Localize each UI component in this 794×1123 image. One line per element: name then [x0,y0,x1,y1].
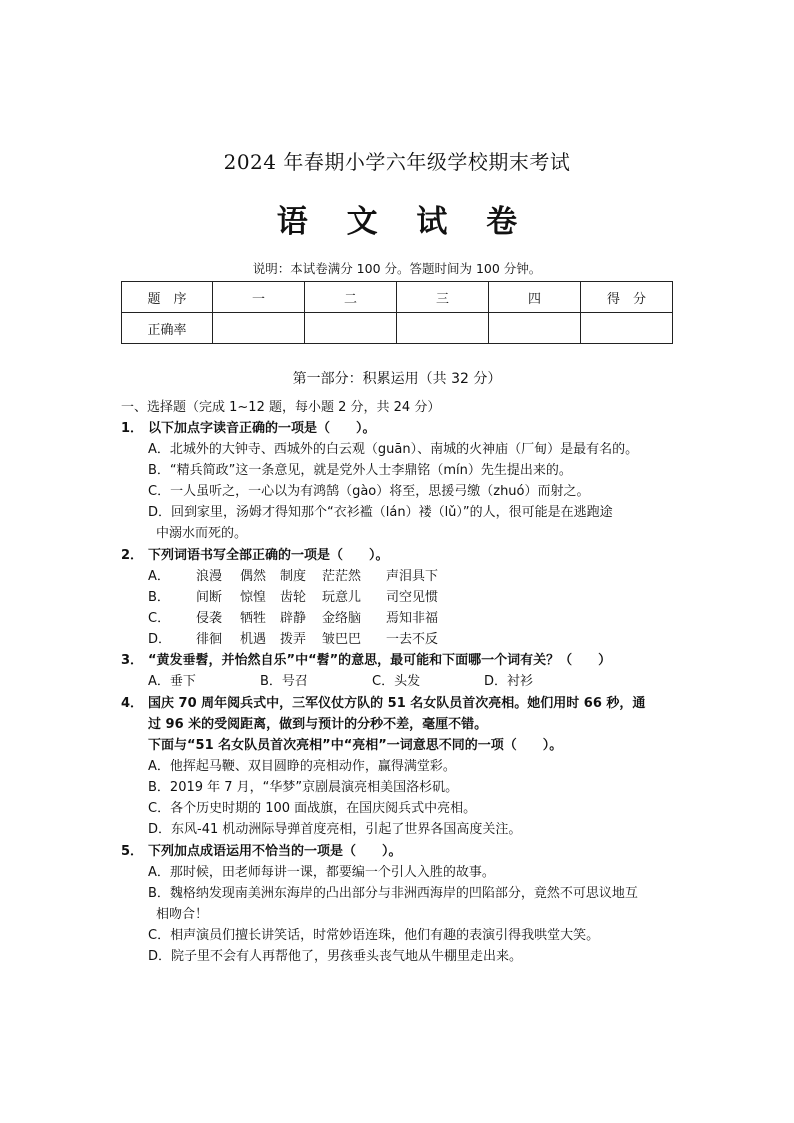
word: 徘徊 [196,632,223,647]
question-1-option-d[interactable]: D．回到家里，汤姆才得知那个“衣衫褴（lán）褛（lǔ）”的人，很可能是在逃跑途 [148,505,613,520]
blank-score-cell[interactable] [397,313,489,344]
question-3-options [148,673,596,691]
question-text: 下列词语书写全部正确的一项是（ ）。 [148,548,389,563]
score-table-answer-row [122,313,673,344]
question-number: 4． [121,696,144,711]
question-1-option-b[interactable]: B．“精兵简政”这一条意见，就是党外人士李鼎铭（mín）先生提出来的。 [148,463,572,478]
blank-score-cell[interactable] [581,313,673,344]
word: 机遇 [240,632,267,647]
question-2-option-d[interactable] [148,631,438,649]
question-5-option-b[interactable]: B．魏格纳发现南美洲东海岸的凸出部分与非洲西海岸的凹陷部分，竟然不可思议地互 [148,886,638,901]
word: 焉知非福 [386,611,439,626]
question-4-stem [121,695,645,713]
question-5-stem [121,843,402,861]
blank-score-cell[interactable] [213,313,305,344]
option-letter: C． [148,611,171,626]
question-1-option-d-continued: 中溺水而死的。 [156,526,248,541]
score-cell-label: 题 序 [122,282,213,313]
subject-title: 语 文 试 卷 [276,204,532,240]
option-letter: D． [148,632,172,647]
word: 制度 [280,569,307,584]
question-2-option-c[interactable] [148,610,438,628]
question-4-sub-stem: 下面与“51 名女队员首次亮相”中“亮相”一词意思不同的一项（ ）。 [148,738,563,753]
question-number: 3． [121,653,144,668]
question-1-stem [121,420,376,438]
word: 茫茫然 [322,569,362,584]
exam-title: 2024 年春期小学六年级学校期末考试 [223,150,571,174]
score-table [121,281,673,344]
blank-score-cell[interactable] [305,313,397,344]
question-4-option-b[interactable]: B．2019 年 7 月，“华梦”京剧晨演亮相美国洛杉矶。 [148,780,459,795]
question-number: 1． [121,421,144,436]
word: 间断 [196,590,223,605]
accuracy-label: 正确率 [122,313,213,344]
question-2-stem [121,547,389,565]
question-1-option-c[interactable]: C．一人虽听之，一心以为有鸿鹄（gào）将至，思援弓缴（zhuó）而射之。 [148,484,590,499]
word: 一去不反 [386,632,439,647]
blank-score-cell[interactable] [489,313,581,344]
word: 皱巴巴 [322,632,362,647]
question-text: “黄发垂髫，并怡然自乐”中“髫”的意思，最可能和下面哪一个词有关？（ ） [148,653,612,668]
score-cell-part-1: 一 [213,282,305,313]
question-5-option-a[interactable]: A．那时候，田老师每讲一课，都要编一个引人入胜的故事。 [148,865,495,880]
score-cell-part-2: 二 [305,282,397,313]
question-3-stem [121,652,611,670]
score-table-header-row [122,282,673,313]
question-3-option-c[interactable]: C．头发 [372,674,421,689]
question-4-option-c[interactable]: C．各个历史时期的 100 面战旗，在国庆阅兵式中亮相。 [148,801,477,816]
word: 惊惶 [240,590,267,605]
word: 拨弄 [280,632,307,647]
question-4-option-a[interactable]: A．他挥起马鞭、双目圆睁的亮相动作，赢得满堂彩。 [148,759,456,774]
question-text: 国庆 70 周年阅兵式中，三军仪仗方队的 51 名女队员首次亮相。她们用时 66 秒，通 [148,696,646,711]
section-heading: 一、选择题（完成 1~12 题，每小题 2 分，共 24 分） [121,400,441,415]
question-5-option-d[interactable]: D．院子里不会有人再帮他了，男孩垂头丧气地从牛棚里走出来。 [148,949,523,964]
word: 侵袭 [196,611,223,626]
part-one-heading: 第一部分：积累运用（共 32 分） [292,371,502,387]
question-4-option-d[interactable]: D．东风-41 机动洲际导弹首度亮相，引起了世界各国高度关注。 [148,822,522,837]
word: 司空见惯 [386,590,439,605]
word: 声泪具下 [386,569,439,584]
word: 金络脑 [322,611,362,626]
question-number: 5． [121,844,144,859]
question-1-option-a[interactable]: A．北城外的大钟寺、西城外的白云观（guān）、南城的火神庙（厂甸）是最有名的。 [148,442,639,457]
question-5-option-b-continued: 相吻合！ [156,907,209,922]
option-letter: B． [148,590,170,605]
question-2-option-b[interactable] [148,589,438,607]
question-2-option-a[interactable] [148,568,438,586]
question-4-stem-continued: 过 96 米的受阅距离，做到与预计的分秒不差，毫厘不错。 [148,717,488,732]
word: 辟静 [280,611,307,626]
score-cell-total: 得 分 [581,282,673,313]
question-text: 以下加点字读音正确的一项是（ ）。 [148,421,376,436]
word: 牺牲 [240,611,267,626]
question-3-option-a[interactable]: A．垂下 [148,674,196,689]
word: 偶然 [240,569,267,584]
word: 玩意儿 [322,590,362,605]
question-text: 下列加点成语运用不恰当的一项是（ ）。 [148,844,402,859]
question-3-option-d[interactable]: D．衬衫 [484,674,534,689]
score-cell-part-4: 四 [489,282,581,313]
question-5-option-c[interactable]: C．相声演员们擅长讲笑话，时常妙语连珠，他们有趣的表演引得我哄堂大笑。 [148,928,600,943]
question-3-option-b[interactable]: B．号召 [260,674,308,689]
score-cell-part-3: 三 [397,282,489,313]
word: 浪漫 [196,569,223,584]
option-letter: A． [148,569,170,584]
exam-instructions: 说明：本试卷满分 100 分。答题时间为 100 分钟。 [252,261,542,276]
word: 齿轮 [280,590,307,605]
question-number: 2． [121,548,144,563]
